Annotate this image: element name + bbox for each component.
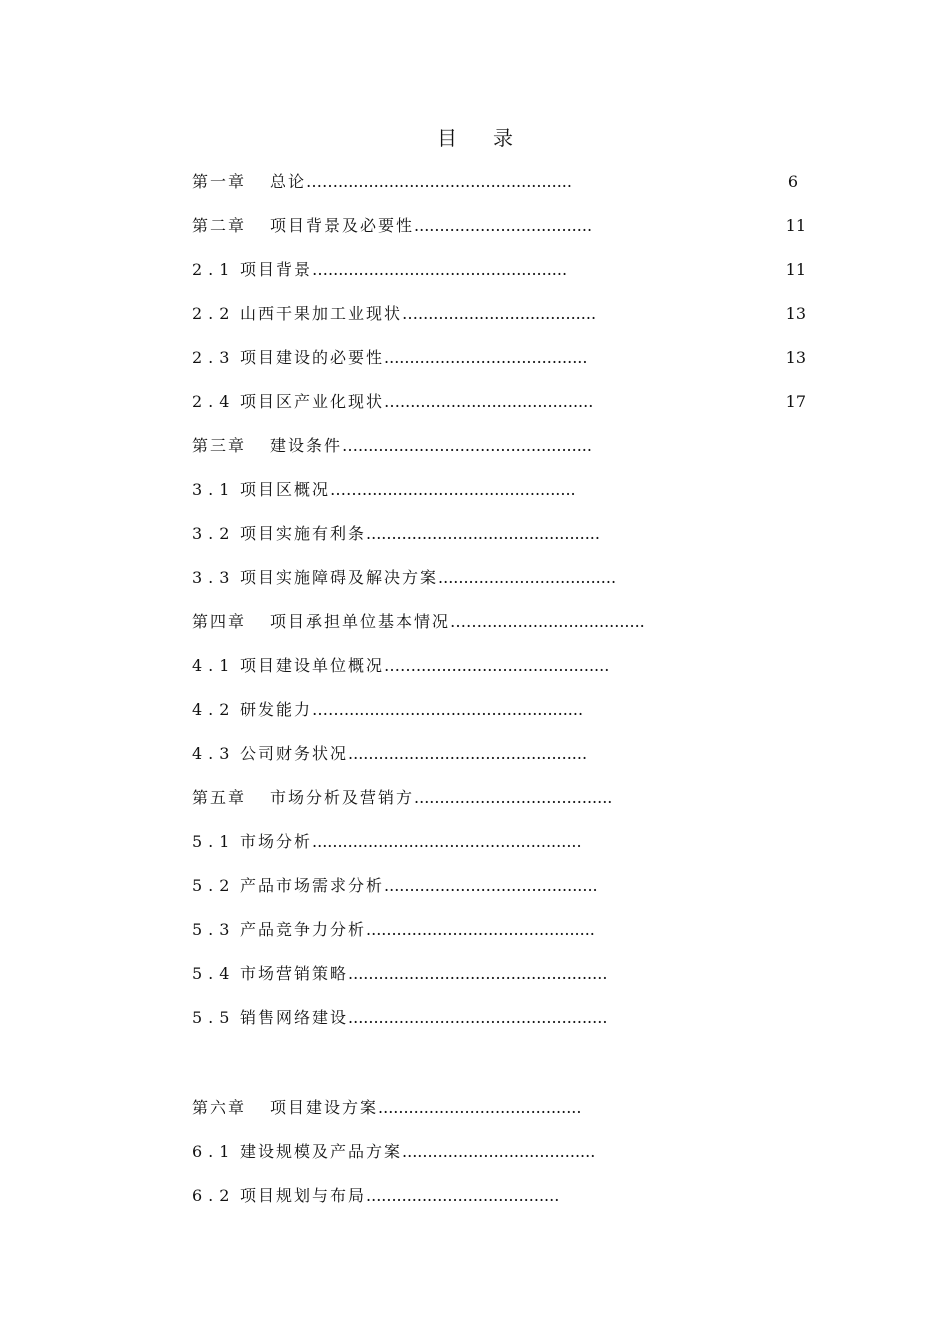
toc-entry-page: 11 bbox=[784, 214, 806, 238]
toc-entry[interactable] bbox=[192, 346, 806, 370]
toc-entry-leader: ..................................................... bbox=[312, 832, 582, 851]
toc-entry-label: 项目背景 bbox=[240, 260, 313, 279]
toc-entry[interactable] bbox=[192, 522, 792, 546]
toc-entry-label: 总论 bbox=[270, 172, 307, 191]
toc-entry-label: 建设条件 bbox=[270, 436, 343, 455]
toc-entry-number: 3.2 bbox=[192, 524, 236, 543]
toc-entry-label: 项目区产业化现状 bbox=[240, 392, 385, 411]
toc-entry-number: 4.2 bbox=[192, 700, 236, 719]
toc-entry-number: 5.4 bbox=[192, 964, 236, 983]
toc-entry-number: 3.1 bbox=[192, 480, 236, 499]
toc-entry-number: 3.3 bbox=[192, 568, 236, 587]
toc-entry-number: 第一章 bbox=[192, 172, 247, 191]
toc-entry-number: 第四章 bbox=[192, 612, 247, 631]
toc-entry-leader: ...................................... bbox=[366, 1186, 560, 1205]
toc-entry[interactable] bbox=[192, 830, 802, 854]
toc-entry-label: 项目实施有利条 bbox=[240, 524, 367, 543]
toc-entry-number: 6.1 bbox=[192, 1142, 236, 1161]
toc-entry[interactable] bbox=[192, 610, 792, 634]
toc-entry-number: 2.3 bbox=[192, 348, 236, 367]
toc-entry-label: 公司财务状况 bbox=[240, 744, 349, 763]
toc-entry-number: 2.2 bbox=[192, 304, 236, 323]
toc-entry-label: 项目区概况 bbox=[240, 480, 331, 499]
toc-entry[interactable] bbox=[192, 962, 806, 986]
toc-entry[interactable] bbox=[192, 742, 792, 766]
toc-entry-page: 13 bbox=[784, 302, 806, 326]
toc-entry-number: 5.3 bbox=[192, 920, 236, 939]
toc-entry-leader: ……................................ bbox=[450, 612, 645, 631]
toc-entry-leader: ................................... bbox=[414, 216, 593, 235]
toc-entry[interactable] bbox=[192, 874, 792, 898]
toc-entry-label: 项目背景及必要性 bbox=[270, 216, 415, 235]
toc-entry-number: 第五章 bbox=[192, 788, 247, 807]
toc-entry-leader: …….............................................. bbox=[306, 172, 572, 191]
toc-entry-number: 第二章 bbox=[192, 216, 247, 235]
toc-entry-number: 第三章 bbox=[192, 436, 247, 455]
toc-entry-number: 2.4 bbox=[192, 392, 236, 411]
toc-entry[interactable] bbox=[192, 566, 792, 590]
toc-entry-label: 项目建设单位概况 bbox=[240, 656, 385, 675]
toc-entry[interactable] bbox=[192, 918, 792, 942]
toc-entry-leader: …............................................... bbox=[312, 260, 568, 279]
toc-entry-leader: …….......................................... bbox=[330, 480, 576, 499]
toc-entry-label: 市场营销策略 bbox=[240, 964, 349, 983]
toc-entry-label: 产品竞争力分析 bbox=[240, 920, 367, 939]
toc-entry-number: 4.1 bbox=[192, 656, 236, 675]
toc-entry[interactable] bbox=[192, 786, 786, 810]
toc-entry-leader: …................................... bbox=[402, 304, 597, 323]
toc-entry-leader: ................................................... bbox=[348, 964, 608, 983]
toc-entry-label: 市场分析 bbox=[240, 832, 313, 851]
toc-entry[interactable] bbox=[192, 478, 792, 502]
toc-entry-leader: ............................................... bbox=[348, 744, 588, 763]
toc-title: 目录 bbox=[437, 126, 549, 150]
toc-entry-label: 产品市场需求分析 bbox=[240, 876, 385, 895]
toc-entry-leader: ...................................... bbox=[402, 1142, 596, 1161]
toc-entry[interactable] bbox=[192, 1006, 806, 1030]
toc-entry[interactable] bbox=[192, 302, 806, 326]
toc-entry-leader: .......................................... bbox=[384, 876, 598, 895]
toc-entry[interactable] bbox=[192, 654, 792, 678]
toc-entry-label: 项目建设的必要性 bbox=[240, 348, 385, 367]
toc-entry-leader: ........................................ bbox=[384, 348, 588, 367]
toc-entry-label: 研发能力 bbox=[240, 700, 313, 719]
toc-entry[interactable] bbox=[192, 698, 792, 722]
toc-entry[interactable] bbox=[192, 1096, 754, 1120]
toc-entry-leader: ……............................................... bbox=[312, 700, 584, 719]
toc-entry[interactable] bbox=[192, 170, 798, 194]
toc-entry-number: 6.2 bbox=[192, 1186, 236, 1205]
toc-entry-leader: ........................................ bbox=[378, 1098, 582, 1117]
toc-entry-leader: ....................................... bbox=[414, 788, 613, 807]
toc-entry-number: 5.1 bbox=[192, 832, 236, 851]
toc-entry-label: 项目建设方案 bbox=[270, 1098, 379, 1117]
toc-entry-leader: ................................................... bbox=[348, 1008, 608, 1027]
toc-entry[interactable] bbox=[192, 390, 806, 414]
toc-entry-page: 6 bbox=[786, 170, 798, 194]
toc-entry-number: 4.3 bbox=[192, 744, 236, 763]
toc-entry-number: 2.1 bbox=[192, 260, 236, 279]
toc-entry-leader: ................................... bbox=[438, 568, 617, 587]
toc-entry-page: 17 bbox=[784, 390, 806, 414]
toc-entry-label: 销售网络建设 bbox=[240, 1008, 349, 1027]
toc-entry[interactable] bbox=[192, 1184, 754, 1208]
toc-entry-leader: .............................................. bbox=[366, 524, 600, 543]
toc-entry-number: 5.5 bbox=[192, 1008, 236, 1027]
toc-entry[interactable] bbox=[192, 258, 806, 282]
toc-entry-number: 第六章 bbox=[192, 1098, 247, 1117]
toc-entry-label: 项目实施障碍及解决方案 bbox=[240, 568, 439, 587]
toc-entry-label: 市场分析及营销方 bbox=[270, 788, 415, 807]
toc-entry-leader: …...................................... bbox=[384, 392, 594, 411]
toc-entry-number: 5.2 bbox=[192, 876, 236, 895]
toc-entry-label: 山西干果加工业现状 bbox=[240, 304, 403, 323]
toc-entry-leader: ……...................................... bbox=[384, 656, 610, 675]
toc-entry[interactable] bbox=[192, 1140, 766, 1164]
toc-entry-leader: ............................................. bbox=[366, 920, 595, 939]
toc-entry[interactable] bbox=[192, 214, 806, 238]
toc-entry[interactable] bbox=[192, 434, 792, 458]
toc-entry-page: 13 bbox=[784, 346, 806, 370]
toc-entry-leader: ….............................................. bbox=[342, 436, 592, 455]
toc-entry-page: 11 bbox=[784, 258, 806, 282]
toc-entry-label: 项目规划与布局 bbox=[240, 1186, 367, 1205]
toc-entry-label: 建设规模及产品方案 bbox=[240, 1142, 403, 1161]
toc-entry-label: 项目承担单位基本情况 bbox=[270, 612, 451, 631]
